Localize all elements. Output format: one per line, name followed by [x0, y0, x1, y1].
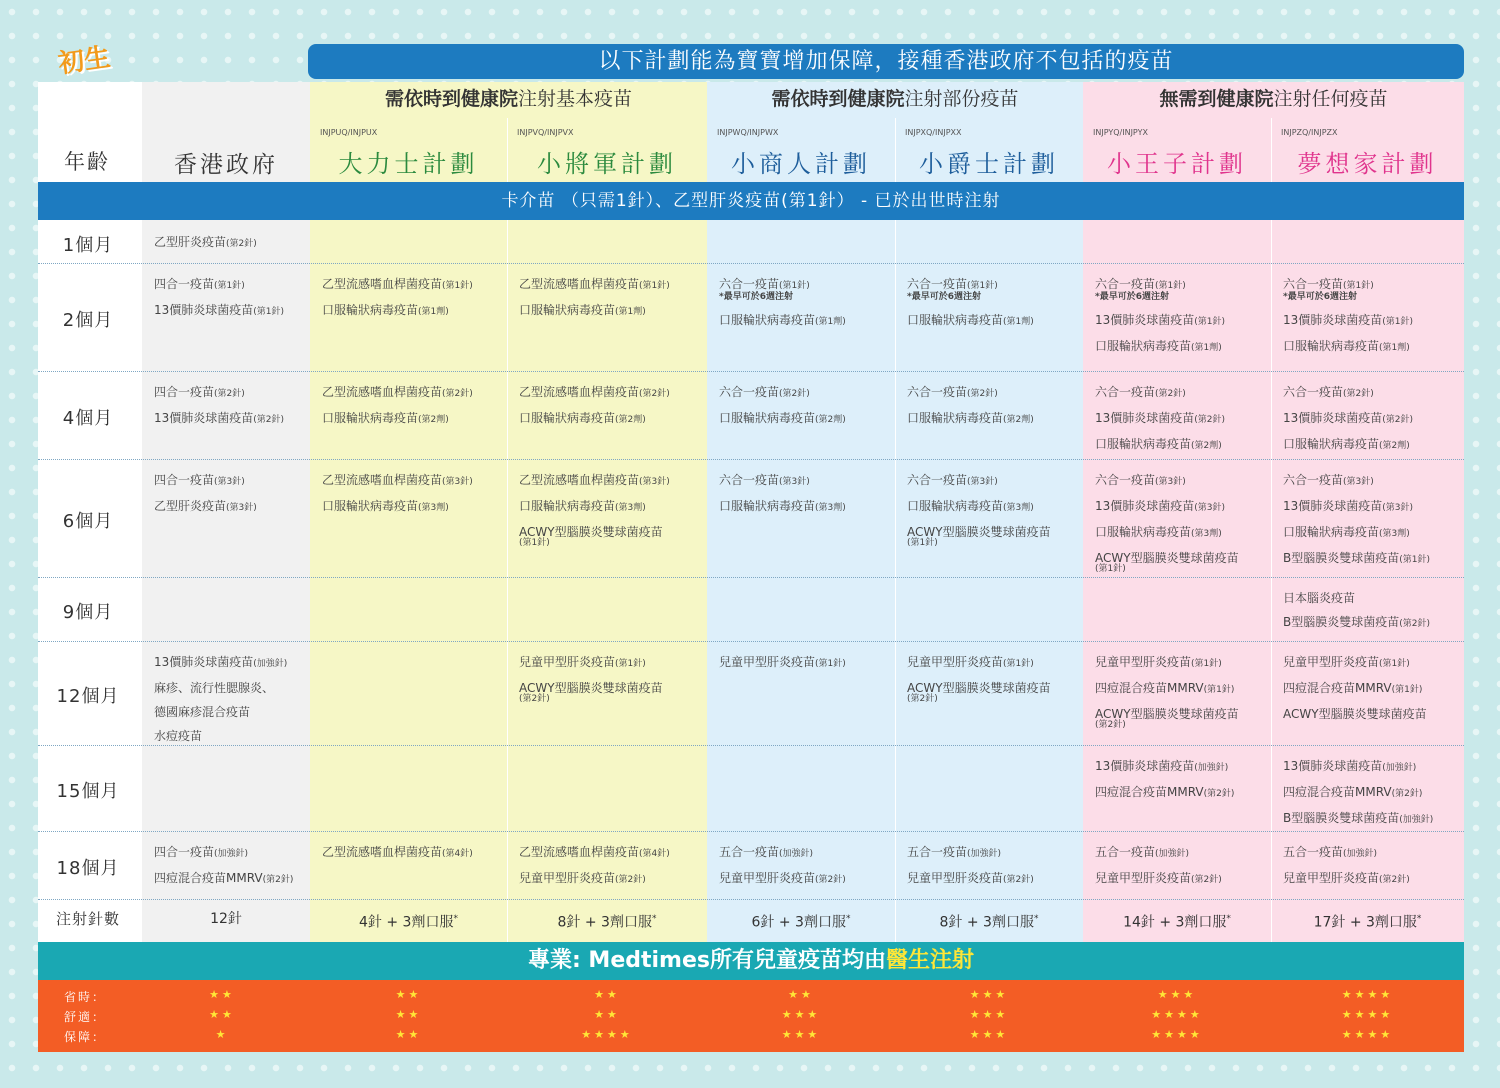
schedule-row — [38, 642, 1464, 746]
top-banner: 以下計劃能為寶寶增加保障，接種香港政府不包括的疫苗 — [308, 44, 1464, 79]
vaccine-item: 口服輪狀病毒疫苗(第3劑) — [1283, 525, 1410, 539]
vaccine-item: 乙型流感嗜血桿菌疫苗(第4針) — [519, 845, 670, 859]
vaccine-cell — [1095, 468, 1239, 574]
vaccine-item: 乙型流感嗜血桿菌疫苗(第4針) — [322, 845, 473, 859]
vaccine-cell — [322, 380, 473, 432]
plan-name-1: 大力士計劃 — [338, 150, 479, 178]
vaccine-item: 乙型肝炎疫苗(第3針) — [154, 499, 257, 513]
dose-text: (第2針) — [519, 694, 550, 704]
plan-name-5: 小王子計劃 — [1107, 150, 1247, 178]
vaccine-cell — [1095, 380, 1225, 458]
age-label: 6個月 — [62, 511, 114, 532]
vaccine-cell — [719, 840, 846, 892]
age-label: 4個月 — [62, 408, 114, 429]
vaccine-item: 六合一疫苗(第1針) — [719, 277, 810, 291]
rating-stars: ★★ — [395, 1028, 422, 1041]
vaccine-cell — [1095, 840, 1222, 892]
plan-code-5: INJPYQ/INJPYX — [1093, 128, 1148, 137]
plan-code-4: INJPXQ/INJPXX — [905, 128, 962, 137]
vaccine-item: 口服輪狀病毒疫苗(第2劑) — [907, 411, 1034, 425]
rating-stars: ★ — [215, 1028, 229, 1041]
rating-stars: ★★★ — [781, 1008, 821, 1021]
dose-text: (第1針) — [519, 538, 550, 548]
vaccine-item: ACWY型腦膜炎雙球菌疫苗 — [519, 681, 663, 695]
vaccine-item: 六合一疫苗(第3針) — [719, 473, 810, 487]
vaccine-cell — [1095, 650, 1239, 730]
vaccine-cell — [1283, 840, 1410, 892]
total-value: 4針 + 3劑口服* — [359, 914, 458, 931]
vaccine-item: 口服輪狀病毒疫苗(第2劑) — [719, 411, 846, 425]
vaccine-cell — [154, 380, 284, 432]
vaccine-item: 水痘疫苗 — [154, 729, 203, 743]
rating-stars: ★★★ — [969, 988, 1009, 1001]
vaccine-item: 口服輪狀病毒疫苗(第1劑) — [519, 303, 646, 317]
vaccine-item: 兒童甲型肝炎疫苗(第1針) — [719, 655, 846, 669]
plan-code-1: INJPUQ/INJPUX — [320, 128, 378, 137]
vaccine-cell — [519, 840, 670, 892]
group-header-3: 無需到健康院注射任何疫苗 — [1159, 88, 1388, 110]
rating-stars: ★★★★ — [1341, 1028, 1394, 1041]
vaccine-item: 兒童甲型肝炎疫苗(第2針) — [907, 871, 1034, 885]
vaccine-item: 口服輪狀病毒疫苗(第2劑) — [519, 411, 646, 425]
schedule-row — [38, 222, 1464, 264]
vaccine-item: 13價肺炎球菌疫苗(第1針) — [1283, 313, 1414, 327]
vaccine-item: 兒童甲型肝炎疫苗(第2針) — [719, 871, 846, 885]
vaccine-item: 乙型肝炎疫苗(第2針) — [154, 235, 257, 249]
vaccine-cell — [719, 272, 846, 334]
vaccine-item: 口服輪狀病毒疫苗(第2劑) — [1095, 437, 1222, 451]
vaccine-item: ACWY型腦膜炎雙球菌疫苗 — [1095, 551, 1239, 565]
rating-stars: ★★ — [594, 988, 620, 1001]
vaccine-item: 13價肺炎球菌疫苗(加強針) — [1095, 759, 1229, 773]
vaccine-cell — [907, 272, 1034, 334]
rating-stars: ★★★★ — [1151, 1008, 1203, 1021]
vaccine-item: 六合一疫苗(第1針) — [907, 277, 998, 291]
plan-code-2: INJPVQ/INJPVX — [517, 128, 574, 137]
vaccine-item: 四合一疫苗(加強針) — [154, 845, 249, 859]
vaccine-cell — [1095, 754, 1234, 806]
vaccine-item: ACWY型腦膜炎雙球菌疫苗 — [519, 525, 663, 539]
rating-stars: ★★★★ — [1151, 1028, 1203, 1041]
plan-name-3: 小商人計劃 — [731, 150, 871, 178]
vaccine-cell — [154, 230, 257, 256]
gov-header: 香港政府 — [174, 152, 278, 178]
rating-label-time: 省時： — [64, 990, 107, 1004]
vaccine-item: 兒童甲型肝炎疫苗(第1針) — [907, 655, 1034, 669]
vaccine-item: 兒童甲型肝炎疫苗(第1針) — [1283, 655, 1410, 669]
age-label: 15個月 — [56, 781, 120, 802]
vaccine-cell — [519, 272, 670, 324]
schedule-row — [38, 746, 1464, 832]
ratings-area — [38, 980, 1464, 1052]
vaccine-cell — [1283, 650, 1427, 726]
schedule-row — [38, 460, 1464, 578]
note-text: *最早可於6週注射 — [1283, 292, 1357, 302]
vaccine-item: 四合一疫苗(第2針) — [154, 385, 245, 399]
vaccine-cell — [1283, 754, 1433, 832]
age-label: 18個月 — [56, 858, 120, 879]
vaccine-item: 口服輪狀病毒疫苗(第1劑) — [907, 313, 1034, 327]
schedule-row — [38, 832, 1464, 900]
vaccine-item: 四痘混合疫苗MMRV(第1針) — [1095, 681, 1235, 695]
vaccine-item: 乙型流感嗜血桿菌疫苗(第2針) — [322, 385, 473, 399]
vaccine-item: 五合一疫苗(加強針) — [719, 845, 814, 859]
vaccine-item: 乙型流感嗜血桿菌疫苗(第2針) — [519, 385, 670, 399]
rating-stars: ★★ — [395, 1008, 422, 1021]
vaccine-item: 口服輪狀病毒疫苗(第3劑) — [322, 499, 449, 513]
vaccine-item: 四痘混合疫苗MMRV(第1針) — [1283, 681, 1423, 695]
rating-stars: ★★ — [209, 988, 235, 1001]
rating-stars: ★★★★ — [1341, 1008, 1394, 1021]
note-text: *最早可於6週注射 — [1095, 292, 1169, 302]
vaccine-item: 六合一疫苗(第1針) — [1095, 277, 1186, 291]
vaccine-item: 兒童甲型肝炎疫苗(第1針) — [519, 655, 646, 669]
rating-stars: ★★ — [209, 1008, 235, 1021]
vaccine-item: 四合一疫苗(第1針) — [154, 277, 245, 291]
rating-stars: ★★ — [788, 988, 814, 1001]
vaccine-item: 口服輪狀病毒疫苗(第3劑) — [907, 499, 1034, 513]
vaccine-item: 13價肺炎球菌疫苗(加強針) — [1283, 759, 1417, 773]
rating-stars: ★★★ — [781, 1028, 821, 1041]
vaccine-item: 口服輪狀病毒疫苗(第1劑) — [1283, 339, 1410, 353]
vaccine-cell — [1283, 468, 1430, 572]
vaccine-cell — [154, 468, 257, 520]
plan-code-3: INJPWQ/INJPWX — [717, 128, 779, 137]
vaccine-item: 乙型流感嗜血桿菌疫苗(第3針) — [519, 473, 670, 487]
vaccine-cell — [322, 272, 473, 324]
note-text: *最早可於6週注射 — [719, 292, 793, 302]
vaccine-item: 13價肺炎球菌疫苗(第3針) — [1095, 499, 1226, 513]
vaccine-item: 13價肺炎球菌疫苗(第2針) — [1095, 411, 1226, 425]
vaccine-item: 13價肺炎球菌疫苗(第3針) — [1283, 499, 1414, 513]
rating-stars: ★★★ — [969, 1008, 1009, 1021]
vaccine-item: 六合一疫苗(第2針) — [719, 385, 810, 399]
schedule-row — [38, 578, 1464, 642]
vaccine-item: 四痘混合疫苗MMRV(第2針) — [1283, 785, 1423, 799]
rating-label-protection: 保障： — [64, 1030, 107, 1044]
vaccine-item: B型腦膜炎雙球菌疫苗(第2針) — [1283, 615, 1430, 629]
vaccine-item: ACWY型腦膜炎雙球菌疫苗 — [907, 681, 1051, 695]
vaccine-item: 五合一疫苗(加強針) — [907, 845, 1002, 859]
vaccine-cell — [1283, 586, 1430, 636]
total-value: 6針 + 3劑口服* — [751, 914, 851, 931]
vaccine-item: 口服輪狀病毒疫苗(第2劑) — [322, 411, 449, 425]
rating-stars: ★★★★ — [1341, 988, 1394, 1001]
vaccine-cell — [1283, 380, 1413, 458]
vaccine-cell — [1095, 272, 1225, 360]
logo-subtitle: 初生 — [56, 42, 113, 80]
vaccine-item: 六合一疫苗(第2針) — [1283, 385, 1374, 399]
vaccine-cell — [907, 380, 1034, 432]
vaccine-item: 13價肺炎球菌疫苗(第1針) — [154, 303, 285, 317]
vaccine-item: 六合一疫苗(第3針) — [907, 473, 998, 487]
vaccine-item: 四合一疫苗(第3針) — [154, 473, 245, 487]
vaccine-item: 六合一疫苗(第1針) — [1283, 277, 1374, 291]
vaccine-cell — [719, 468, 846, 520]
vaccine-item: 兒童甲型肝炎疫苗(第2針) — [519, 871, 646, 885]
vaccine-item: 口服輪狀病毒疫苗(第1劑) — [1095, 339, 1222, 353]
vaccine-item: ACWY型腦膜炎雙球菌疫苗 — [907, 525, 1051, 539]
vaccine-item: 13價肺炎球菌疫苗(第1針) — [1095, 313, 1226, 327]
group-header-2: 需依時到健康院注射部份疫苗 — [771, 88, 1019, 110]
age-label: 1個月 — [62, 235, 114, 256]
vaccine-cell — [907, 840, 1034, 892]
rating-stars: ★★★ — [1157, 988, 1197, 1001]
rating-stars: ★★★ — [969, 1028, 1009, 1041]
vaccine-item: B型腦膜炎雙球菌疫苗(加強針) — [1283, 811, 1434, 825]
schedule-table — [38, 82, 1464, 1052]
vaccine-cell — [322, 840, 473, 866]
vaccine-item: 口服輪狀病毒疫苗(第3劑) — [1095, 525, 1222, 539]
total-value: 12針 — [210, 911, 242, 927]
vaccine-item: 麻疹、流行性腮腺炎、 — [154, 681, 275, 695]
vaccine-item: ACWY型腦膜炎雙球菌疫苗 — [1283, 707, 1427, 721]
vaccine-cell — [907, 650, 1051, 704]
vaccine-cell — [1283, 272, 1413, 360]
highlight-text: 醫生注射 — [886, 948, 975, 973]
vaccine-cell — [719, 380, 846, 432]
birth-vaccine-bar: 卡介苗 （只需1針）、乙型肝炎疫苗(第1針） - 已於出世時注射 — [38, 182, 1464, 220]
vaccine-cell — [154, 840, 293, 892]
total-value: 8針 + 3劑口服* — [939, 914, 1039, 931]
age-header: 年齡 — [64, 150, 110, 174]
vaccine-item: 乙型流感嗜血桿菌疫苗(第1針) — [322, 277, 473, 291]
vaccine-item: 口服輪狀病毒疫苗(第3劑) — [519, 499, 646, 513]
vaccine-cell — [519, 380, 670, 432]
vaccine-item: 兒童甲型肝炎疫苗(第2針) — [1283, 871, 1410, 885]
plan-code-6: INJPZQ/INJPZX — [1281, 128, 1338, 137]
total-value: 14針 + 3劑口服* — [1123, 914, 1231, 931]
vaccine-item: 兒童甲型肝炎疫苗(第1針) — [1095, 655, 1222, 669]
totals-label: 注射針數 — [55, 910, 120, 928]
plan-name-2: 小將軍計劃 — [537, 150, 677, 178]
vaccine-item: 五合一疫苗(加強針) — [1283, 845, 1378, 859]
age-label: 12個月 — [56, 686, 120, 707]
professional-banner: 專業: Medtimes所有兒童疫苗均由醫生注射 — [38, 942, 1464, 980]
dose-text: (第1針) — [1095, 564, 1126, 574]
vaccine-cell — [154, 650, 287, 748]
vaccine-item: 四痘混合疫苗MMRV(第2針) — [154, 871, 294, 885]
vaccine-item: 口服輪狀病毒疫苗(第1劑) — [322, 303, 449, 317]
vaccine-item: 口服輪狀病毒疫苗(第2劑) — [1283, 437, 1410, 451]
rating-label-comfort: 舒適： — [64, 1010, 107, 1024]
vaccine-cell — [719, 650, 846, 676]
vaccine-item: 13價肺炎球菌疫苗(第2針) — [1283, 411, 1414, 425]
vaccine-item: 乙型流感嗜血桿菌疫苗(第1針) — [519, 277, 670, 291]
vaccine-item: ACWY型腦膜炎雙球菌疫苗 — [1095, 707, 1239, 721]
age-label: 2個月 — [62, 310, 114, 331]
vaccine-item: 六合一疫苗(第3針) — [1095, 473, 1186, 487]
vaccine-item: 13價肺炎球菌疫苗(第2針) — [154, 411, 285, 425]
vaccine-cell — [907, 468, 1051, 548]
rating-stars: ★★ — [395, 988, 422, 1001]
vaccine-item: 五合一疫苗(加強針) — [1095, 845, 1190, 859]
schedule-row — [38, 264, 1464, 372]
dose-text: (第2針) — [1095, 720, 1126, 730]
rating-stars: ★★ — [594, 1008, 620, 1021]
vaccine-item: 兒童甲型肝炎疫苗(第2針) — [1095, 871, 1222, 885]
vaccine-item: 四痘混合疫苗MMRV(第2針) — [1095, 785, 1235, 799]
vaccine-item: 日本腦炎疫苗 — [1283, 591, 1356, 605]
rating-stars: ★★★★ — [581, 1028, 633, 1041]
vaccine-item: 乙型流感嗜血桿菌疫苗(第3針) — [322, 473, 473, 487]
vaccine-item: 六合一疫苗(第2針) — [1095, 385, 1186, 399]
note-text: *最早可於6週注射 — [907, 292, 981, 302]
age-label: 9個月 — [62, 602, 114, 623]
vaccine-item: 六合一疫苗(第3針) — [1283, 473, 1374, 487]
total-value: 17針 + 3劑口服* — [1313, 914, 1422, 931]
vaccine-item: 口服輪狀病毒疫苗(第3劑) — [719, 499, 846, 513]
vaccine-item: 六合一疫苗(第2針) — [907, 385, 998, 399]
vaccine-item: 口服輪狀病毒疫苗(第1劑) — [719, 313, 846, 327]
vaccine-cell — [519, 650, 663, 704]
vaccine-cell — [519, 468, 670, 548]
vaccine-item: 德國麻疹混合疫苗 — [154, 705, 251, 719]
group-header-1: 需依時到健康院注射基本疫苗 — [384, 88, 633, 110]
vaccine-item: 13價肺炎球菌疫苗(加強針) — [154, 655, 288, 669]
dose-text: (第2針) — [907, 694, 938, 704]
plan-name-4: 小爵士計劃 — [919, 150, 1059, 178]
schedule-row — [38, 372, 1464, 460]
total-value: 8針 + 3劑口服* — [557, 914, 657, 931]
vaccine-item: B型腦膜炎雙球菌疫苗(第1針) — [1283, 551, 1430, 565]
vaccine-cell — [154, 272, 284, 324]
dose-text: (第1針) — [907, 538, 938, 548]
plan-name-6: 夢想家計劃 — [1297, 150, 1438, 178]
vaccine-cell — [322, 468, 473, 520]
